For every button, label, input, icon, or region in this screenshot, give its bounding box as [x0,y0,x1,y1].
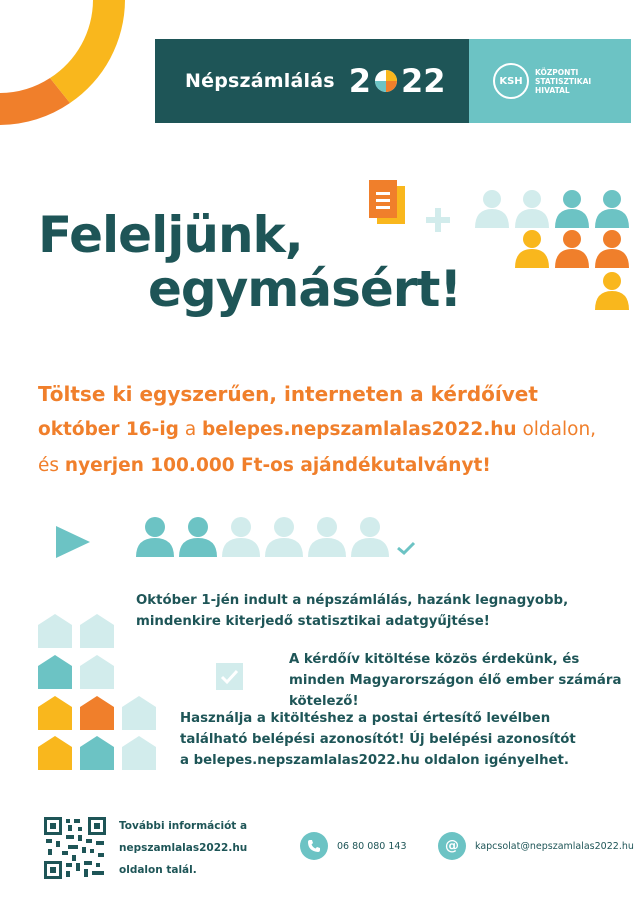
info-paragraph-2: A kérdőív kitöltése közös érdekünk, és minden Magyarországon élő ember számára kötelező! [289,652,622,709]
contact-email[interactable] [438,832,634,860]
promo-prize: nyerjen 100.000 Ft-os ajándékutalványt! [64,455,491,476]
promo-deadline: október 16-ig [38,419,179,440]
house-icon [80,736,114,770]
headline-line-1: Feleljünk, [38,206,303,264]
house-icon [122,736,156,770]
person-icon [351,517,389,557]
house-icon [80,696,114,730]
at-icon: @ [438,832,466,860]
person-icon [265,517,303,557]
person-icon [222,517,260,557]
header-bar [155,39,631,123]
checkmark-icon [396,540,416,556]
promo-line-3 [38,448,628,484]
census-year [348,62,446,100]
person-icon [179,517,217,557]
footer-info-line-3: oldalon talál. [119,864,197,876]
email-address[interactable]: kapcsolat@nepszamlalas2022.hu [475,840,634,852]
people-progress-row [136,517,396,559]
promo-line-2 [38,412,628,448]
phone-icon [300,832,328,860]
person-icon [555,230,589,268]
person-icon [308,517,346,557]
promo-line-2-end: oldalon, [516,419,597,440]
person-icon [515,190,549,228]
house-icon [38,614,72,648]
year-digit-3: 2 [401,62,424,100]
person-icon [595,190,629,228]
person-icon [595,230,629,268]
footer-info-line-1: További információt a [119,820,248,832]
ksh-name [535,68,591,95]
footer-info [119,815,247,881]
phone-number[interactable]: 06 80 080 143 [337,840,407,852]
info-paragraph-3: Használja a kitöltéshez a postai értesítő levélben található belépési azonosítót! Új belépési azonosítót a belepes.nepszamlalas2022.hu oldalon igényelhet. [180,711,576,768]
year-pie-icon [373,68,399,94]
qr-code-icon[interactable] [44,817,106,879]
corner-arc-decoration [0,0,130,125]
promo-text [38,376,628,484]
ksh-logo-mark: KSH [493,63,529,99]
promo-url: belepes.nepszamlalas2022.hu [202,419,517,440]
house-icon [80,614,114,648]
info-paragraph-1: Október 1-jén indult a népszámlálás, hazánk legnagyobb, mindenkire kiterjedő statisztikai adatgyűjtése! [136,593,569,629]
promo-line-2-connector: a [178,419,203,440]
headline [38,208,461,316]
year-digit-4: 2 [423,62,446,100]
house-icon [80,655,114,689]
footer-website-link[interactable]: nepszamlalas2022.hu [119,842,248,854]
ksh-name-line-3: HIVATAL [535,85,570,95]
house-icon [38,736,72,770]
houses-illustration [38,614,158,772]
person-icon [136,517,174,557]
house-icon [38,655,72,689]
person-icon [555,190,589,228]
checkbox-icon [216,663,243,690]
ksh-logo [469,39,631,123]
ksh-name-line-2: STATISZTIKAI [535,76,592,86]
promo-line-3-start: és [38,455,65,476]
play-icon [56,526,90,558]
promo-line-1: Töltse ki egyszerűen, interneten a kérdőívet [38,382,538,406]
census-title: Népszámlálás [185,70,335,92]
house-icon [122,696,156,730]
person-icon [475,190,509,228]
year-digit-1: 2 [348,62,372,100]
ksh-name-line-1: KÖZPONTI [535,67,579,77]
house-icon [38,696,72,730]
census-logo [155,39,469,123]
headline-line-2: egymásért! [148,260,462,318]
person-icon [515,230,549,268]
person-icon [595,272,629,310]
contact-phone[interactable] [300,832,407,860]
